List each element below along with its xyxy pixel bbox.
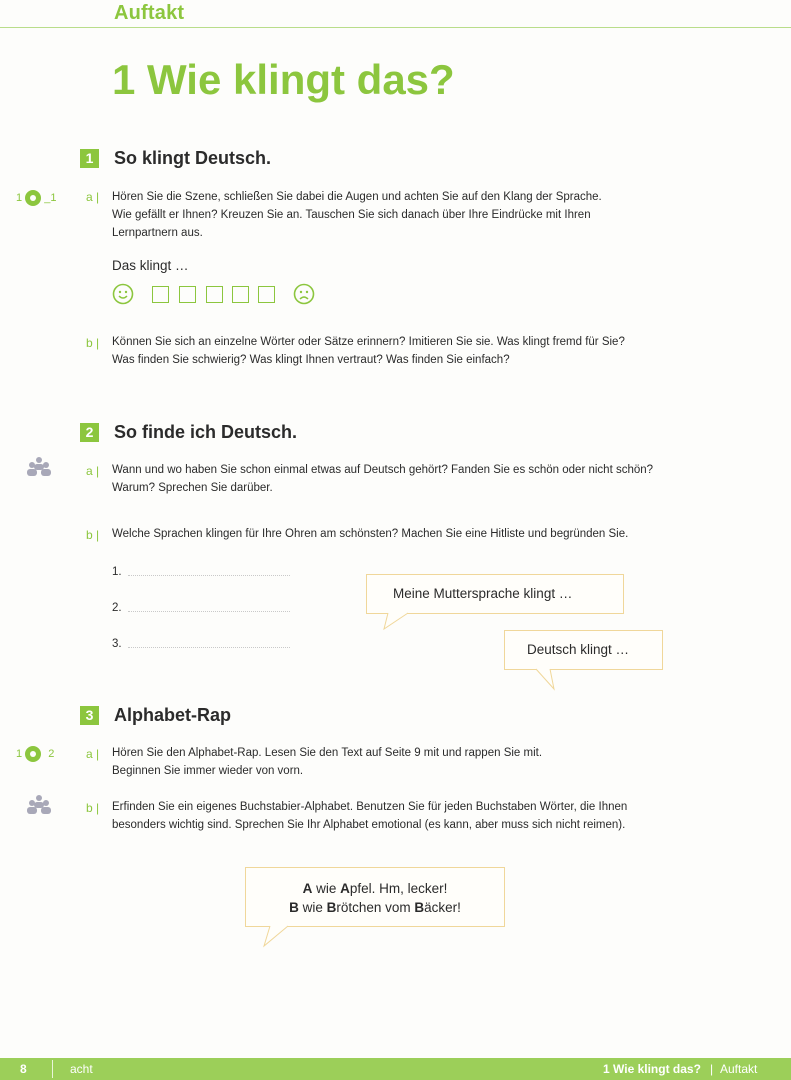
subtask-letter-1b: b | [86, 336, 100, 350]
speech-bubble-1: Meine Muttersprache klingt … [366, 574, 624, 614]
subtask-letter-2a: a | [86, 464, 100, 478]
task-2a [112, 461, 772, 497]
header-section-title: Auftakt [114, 2, 185, 24]
section-title-3: Alphabet-Rap [114, 705, 231, 725]
track-prefix: 1 [16, 747, 23, 760]
section-title-1: So klingt Deutsch. [114, 148, 272, 168]
rap-line-2: B wie Brötchen vom Bäcker! [289, 900, 461, 915]
rating-checkbox-4[interactable] [232, 286, 249, 303]
rating-checkbox-3[interactable] [206, 286, 223, 303]
rating-checkbox-2[interactable] [179, 286, 196, 303]
task-line: Warum? Sprechen Sie darüber. [112, 482, 273, 494]
subtask-letter-3a: a | [86, 747, 100, 761]
section-number-2: 2 [80, 423, 99, 442]
subtask-letter-1a: a | [86, 190, 100, 204]
group-icon [24, 456, 54, 478]
footer-separator: | [710, 1062, 714, 1076]
group-icon [24, 794, 54, 816]
task-3b [112, 798, 772, 834]
rap-bubble-tail [258, 925, 298, 949]
cd-icon [25, 190, 41, 206]
smiley-happy-icon [112, 283, 134, 305]
page-footer [0, 1058, 791, 1080]
audio-track-1-2[interactable] [16, 746, 54, 762]
header-divider [0, 27, 791, 28]
task-line: Lernpartnern aus. [112, 227, 203, 239]
answer-line-2[interactable] [128, 601, 290, 612]
task-line: Können Sie sich an einzelne Wörter oder Sätze erinnern? Imitieren Sie sie. Was klingt fremd für Sie? [112, 336, 625, 348]
speech-bubble-1-tail [380, 612, 420, 632]
section-number-1: 1 [80, 149, 99, 168]
task-line: besonders wichtig sind. Sprechen Sie Ihr Alphabet emotional (es kann, aber muss sich nicht reimen). [112, 819, 626, 831]
track-prefix: 1 [16, 191, 23, 204]
task-2b: Welche Sprachen klingen für Ihre Ohren am schönsten? Machen Sie eine Hitliste und begründen Sie. [112, 528, 629, 540]
task-line: Wie gefällt er Ihnen? Kreuzen Sie an. Tauschen Sie sich danach über Ihre Eindrücke mit Ihren [112, 209, 591, 221]
answer-line-3[interactable] [128, 637, 290, 648]
footer-chapter: 1 Wie klingt das? [603, 1062, 701, 1076]
audio-track-1-1[interactable]: 1 _1 [16, 190, 57, 206]
answer-line-1[interactable] [128, 565, 290, 576]
task-line: Hören Sie die Szene, schließen Sie dabei die Augen und achten Sie auf den Klang der Sprache. [112, 191, 602, 203]
subtask-letter-2b: b | [86, 528, 100, 542]
list-item-number: 2. [112, 602, 122, 614]
task-line: Wann und wo haben Sie schon einmal etwas auf Deutsch gehört? Fanden Sie es schön oder nicht schön? [112, 464, 654, 476]
task-3a [112, 744, 752, 780]
smiley-sad-icon [293, 283, 315, 305]
section-title-2: So finde ich Deutsch. [114, 422, 298, 442]
task-1b [112, 333, 762, 369]
rap-bubble [245, 867, 505, 927]
chapter-title: 1 Wie klingt das? [112, 56, 455, 103]
task-line: Beginnen Sie immer wieder von vorn. [112, 765, 304, 777]
page-number-word: acht [70, 1062, 93, 1076]
track-number: 1 [50, 191, 57, 204]
footer-section: Auftakt [720, 1062, 758, 1076]
speech-bubble-2: Deutsch klingt … [504, 630, 663, 670]
task-line: Erfinden Sie ein eigenes Buchstabier-Alphabet. Benutzen Sie für jeden Buchstaben Wörter, die Ihnen [112, 801, 628, 813]
footer-divider [52, 1060, 53, 1078]
section-number-3: 3 [80, 706, 99, 725]
list-item-number: 3. [112, 638, 122, 650]
scale-label: Das klingt … [112, 258, 189, 273]
subtask-letter-3b: b | [86, 801, 100, 815]
cd-icon [25, 746, 41, 762]
task-line: Was finden Sie schwierig? Was klingt Ihnen vertraut? Was finden Sie einfach? [112, 354, 510, 366]
page-number: 8 [20, 1062, 27, 1076]
task-line: Hören Sie den Alphabet-Rap. Lesen Sie den Text auf Seite 9 mit und rappen Sie mit. [112, 747, 543, 759]
list-item-number: 1. [112, 566, 122, 578]
track-number: 2 [48, 747, 55, 760]
rating-checkbox-5[interactable] [258, 286, 275, 303]
task-1a [112, 188, 752, 242]
speech-bubble-2-tail [530, 668, 570, 692]
rating-checkbox-1[interactable] [152, 286, 169, 303]
rap-line-1: A wie Apfel. Hm, lecker! [302, 881, 448, 896]
